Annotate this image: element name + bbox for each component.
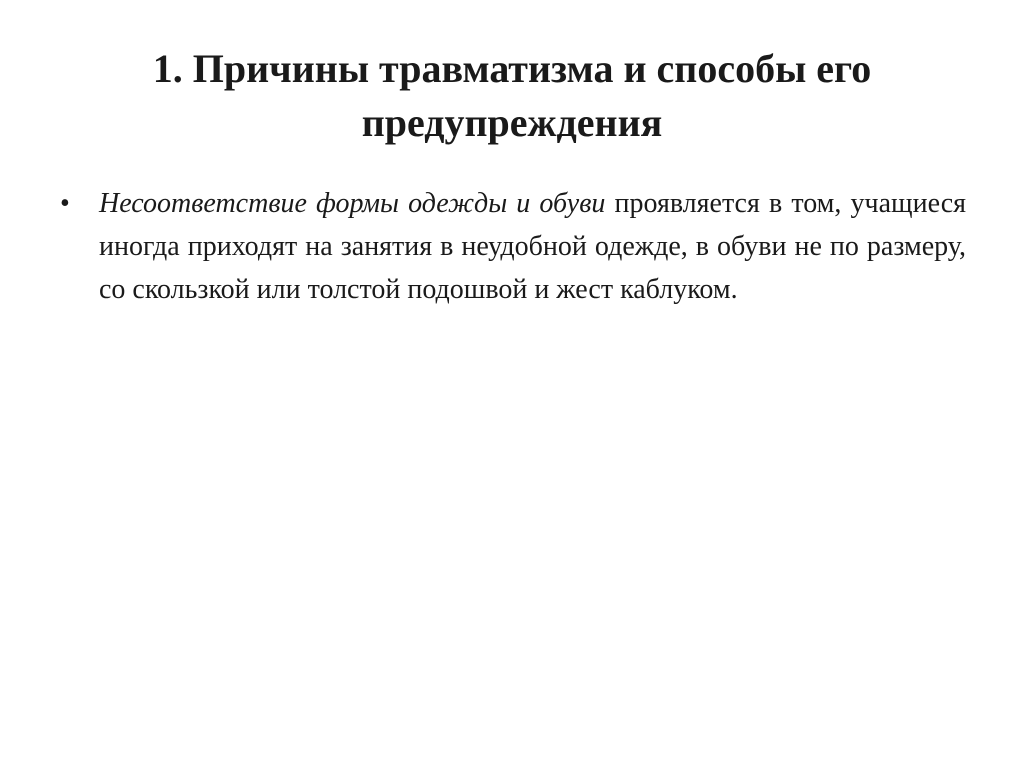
slide-title-line-2: предупреждения xyxy=(361,100,663,145)
slide-title-line-1: 1. Причины травматизма и способы его xyxy=(152,46,872,91)
bullet-list xyxy=(60,182,966,311)
bullet-emphasis-text: Несоответствие формы одежды и обуви xyxy=(99,188,606,219)
bullet-body-text: проявляется в том, учащиеся иногда приходят на занятия в неудобной одежде, в обуви не по размеру, со скользкой или толстой подошвой и жест каблуком. xyxy=(99,188,967,305)
slide-title xyxy=(60,42,964,150)
bullet-marker-icon: • xyxy=(60,188,70,219)
bullet-item xyxy=(60,182,966,311)
